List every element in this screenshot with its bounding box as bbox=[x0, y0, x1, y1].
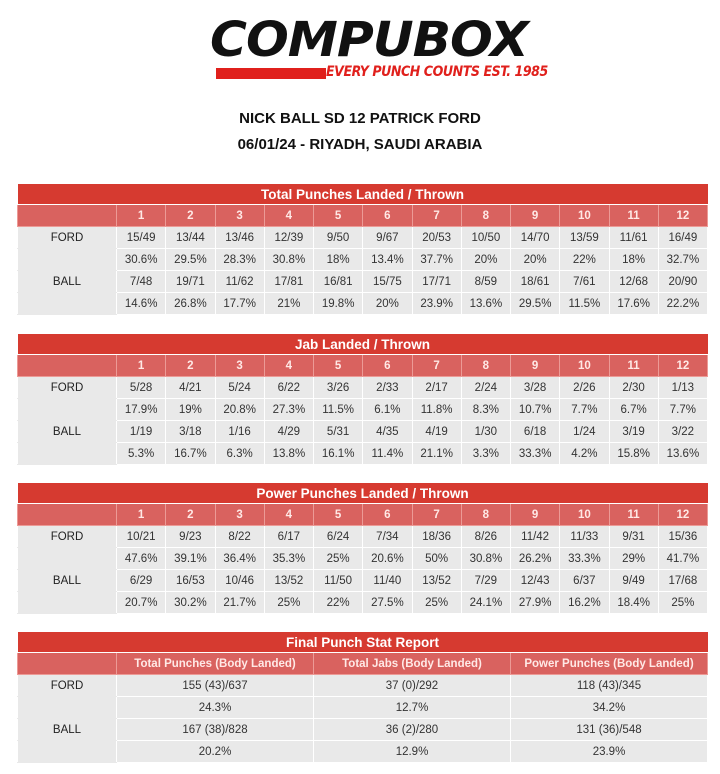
round-header: 5 bbox=[314, 205, 363, 227]
pct-cell: 7.7% bbox=[560, 399, 609, 421]
fighter-name-spacer bbox=[18, 443, 117, 465]
landed-thrown-cell: 1/19 bbox=[117, 421, 166, 443]
pct-cell: 28.3% bbox=[215, 249, 264, 271]
pct-cell: 39.1% bbox=[166, 548, 215, 570]
table-title: Power Punches Landed / Thrown bbox=[18, 483, 708, 504]
fighter-name-spacer bbox=[18, 592, 117, 614]
pct-cell: 25% bbox=[314, 548, 363, 570]
pct-cell: 24.1% bbox=[461, 592, 510, 614]
landed-thrown-cell: 2/33 bbox=[363, 377, 412, 399]
pct-cell: 11.8% bbox=[412, 399, 461, 421]
landed-thrown-cell: 9/23 bbox=[166, 526, 215, 548]
table-row bbox=[18, 227, 708, 249]
round-header: 4 bbox=[264, 205, 313, 227]
pct-cell: 20% bbox=[363, 293, 412, 315]
landed-thrown-cell: 11/40 bbox=[363, 570, 412, 592]
header-blank bbox=[18, 653, 117, 675]
pct-cell: 35.3% bbox=[264, 548, 313, 570]
landed-thrown-cell: 14/70 bbox=[511, 227, 560, 249]
round-header: 10 bbox=[560, 355, 609, 377]
pct-cell: 13.4% bbox=[363, 249, 412, 271]
landed-thrown-cell: 10/50 bbox=[461, 227, 510, 249]
round-header: 3 bbox=[215, 205, 264, 227]
pct-cell: 17.6% bbox=[609, 293, 658, 315]
pct-cell: 30.2% bbox=[166, 592, 215, 614]
table-row bbox=[18, 399, 708, 421]
pct-cell: 18.4% bbox=[609, 592, 658, 614]
landed-thrown-cell: 13/44 bbox=[166, 227, 215, 249]
landed-thrown-cell: 11/42 bbox=[511, 526, 560, 548]
landed-thrown-cell: 18/36 bbox=[412, 526, 461, 548]
pct-cell: 20% bbox=[511, 249, 560, 271]
fighter-name: FORD bbox=[18, 227, 117, 249]
landed-thrown-cell: 9/67 bbox=[363, 227, 412, 249]
round-header: 3 bbox=[215, 355, 264, 377]
fighter-name-spacer bbox=[18, 249, 117, 271]
pct-cell: 12.9% bbox=[314, 741, 511, 763]
pct-cell: 13.6% bbox=[461, 293, 510, 315]
landed-thrown-cell: 12/43 bbox=[511, 570, 560, 592]
landed-thrown-cell: 11/61 bbox=[609, 227, 658, 249]
landed-thrown-cell: 7/61 bbox=[560, 271, 609, 293]
pct-cell: 29.5% bbox=[166, 249, 215, 271]
round-header: 12 bbox=[658, 355, 707, 377]
round-header: 1 bbox=[117, 355, 166, 377]
round-header: 2 bbox=[166, 205, 215, 227]
round-header: 9 bbox=[511, 205, 560, 227]
landed-thrown-cell: 17/81 bbox=[264, 271, 313, 293]
round-header: 4 bbox=[264, 355, 313, 377]
landed-thrown-cell: 3/18 bbox=[166, 421, 215, 443]
landed-thrown-cell: 1/24 bbox=[560, 421, 609, 443]
column-header-power-punches: Power Punches (Body Landed) bbox=[511, 653, 708, 675]
logo-wordmark: COMPUBOX bbox=[210, 12, 528, 68]
table-title: Total Punches Landed / Thrown bbox=[18, 184, 708, 205]
landed-thrown-cell: 1/13 bbox=[658, 377, 707, 399]
landed-thrown-cell: 19/71 bbox=[166, 271, 215, 293]
pct-cell: 21.7% bbox=[215, 592, 264, 614]
pct-cell: 33.3% bbox=[560, 548, 609, 570]
pct-cell: 12.7% bbox=[314, 697, 511, 719]
pct-cell: 25% bbox=[264, 592, 313, 614]
landed-thrown-cell: 2/24 bbox=[461, 377, 510, 399]
pct-cell: 20.6% bbox=[363, 548, 412, 570]
pct-cell: 25% bbox=[658, 592, 707, 614]
landed-thrown-cell: 16/53 bbox=[166, 570, 215, 592]
fighter-name: FORD bbox=[18, 675, 117, 697]
jab-table bbox=[17, 334, 708, 465]
landed-thrown-cell: 15/75 bbox=[363, 271, 412, 293]
round-header: 1 bbox=[117, 504, 166, 526]
pct-cell: 13.8% bbox=[264, 443, 313, 465]
round-header: 5 bbox=[314, 504, 363, 526]
landed-thrown-cell: 6/18 bbox=[511, 421, 560, 443]
pct-cell: 25% bbox=[412, 592, 461, 614]
table-row bbox=[18, 293, 708, 315]
pct-cell: 32.7% bbox=[658, 249, 707, 271]
round-header: 12 bbox=[658, 205, 707, 227]
stat-cell: 155 (43)/637 bbox=[117, 675, 314, 697]
landed-thrown-cell: 5/28 bbox=[117, 377, 166, 399]
landed-thrown-cell: 3/22 bbox=[658, 421, 707, 443]
landed-thrown-cell: 11/62 bbox=[215, 271, 264, 293]
landed-thrown-cell: 20/53 bbox=[412, 227, 461, 249]
column-header-total-jabs: Total Jabs (Body Landed) bbox=[314, 653, 511, 675]
round-header: 4 bbox=[264, 504, 313, 526]
landed-thrown-cell: 15/49 bbox=[117, 227, 166, 249]
landed-thrown-cell: 9/49 bbox=[609, 570, 658, 592]
fighter-name: BALL bbox=[18, 570, 117, 592]
pct-cell: 20.7% bbox=[117, 592, 166, 614]
landed-thrown-cell: 11/50 bbox=[314, 570, 363, 592]
pct-cell: 21% bbox=[264, 293, 313, 315]
table-row bbox=[18, 443, 708, 465]
pct-cell: 30.8% bbox=[264, 249, 313, 271]
round-header: 6 bbox=[363, 504, 412, 526]
landed-thrown-cell: 1/30 bbox=[461, 421, 510, 443]
pct-cell: 20% bbox=[461, 249, 510, 271]
bout-title: NICK BALL SD 12 PATRICK FORD bbox=[239, 110, 481, 127]
landed-thrown-cell: 3/19 bbox=[609, 421, 658, 443]
landed-thrown-cell: 4/29 bbox=[264, 421, 313, 443]
landed-thrown-cell: 6/17 bbox=[264, 526, 313, 548]
table-row bbox=[18, 675, 708, 697]
header-blank bbox=[18, 205, 117, 227]
landed-thrown-cell: 9/31 bbox=[609, 526, 658, 548]
fighter-name: FORD bbox=[18, 377, 117, 399]
pct-cell: 17.7% bbox=[215, 293, 264, 315]
stat-cell: 118 (43)/345 bbox=[511, 675, 708, 697]
landed-thrown-cell: 13/52 bbox=[412, 570, 461, 592]
landed-thrown-cell: 9/50 bbox=[314, 227, 363, 249]
round-header: 6 bbox=[363, 355, 412, 377]
pct-cell: 11.5% bbox=[560, 293, 609, 315]
pct-cell: 16.1% bbox=[314, 443, 363, 465]
pct-cell: 26.8% bbox=[166, 293, 215, 315]
round-header: 7 bbox=[412, 355, 461, 377]
pct-cell: 41.7% bbox=[658, 548, 707, 570]
fighter-name-spacer bbox=[18, 293, 117, 315]
landed-thrown-cell: 4/35 bbox=[363, 421, 412, 443]
landed-thrown-cell: 17/68 bbox=[658, 570, 707, 592]
bout-date-location: 06/01/24 - RIYADH, SAUDI ARABIA bbox=[237, 136, 483, 153]
pct-cell: 29% bbox=[609, 548, 658, 570]
pct-cell: 26.2% bbox=[511, 548, 560, 570]
landed-thrown-cell: 7/48 bbox=[117, 271, 166, 293]
pct-cell: 11.5% bbox=[314, 399, 363, 421]
landed-thrown-cell: 7/34 bbox=[363, 526, 412, 548]
stat-cell: 131 (36)/548 bbox=[511, 719, 708, 741]
column-header-total-punches: Total Punches (Body Landed) bbox=[117, 653, 314, 675]
pct-cell: 22.2% bbox=[658, 293, 707, 315]
table-row bbox=[18, 249, 708, 271]
landed-thrown-cell: 6/29 bbox=[117, 570, 166, 592]
round-header: 7 bbox=[412, 205, 461, 227]
pct-cell: 50% bbox=[412, 548, 461, 570]
pct-cell: 27.9% bbox=[511, 592, 560, 614]
landed-thrown-cell: 2/30 bbox=[609, 377, 658, 399]
pct-cell: 8.3% bbox=[461, 399, 510, 421]
round-header: 7 bbox=[412, 504, 461, 526]
pct-cell: 21.1% bbox=[412, 443, 461, 465]
pct-cell: 23.9% bbox=[511, 741, 708, 763]
round-header: 10 bbox=[560, 205, 609, 227]
round-header: 10 bbox=[560, 504, 609, 526]
landed-thrown-cell: 8/22 bbox=[215, 526, 264, 548]
pct-cell: 30.8% bbox=[461, 548, 510, 570]
pct-cell: 6.1% bbox=[363, 399, 412, 421]
round-header: 3 bbox=[215, 504, 264, 526]
round-header: 2 bbox=[166, 504, 215, 526]
table-row bbox=[18, 741, 708, 763]
round-header: 6 bbox=[363, 205, 412, 227]
pct-cell: 37.7% bbox=[412, 249, 461, 271]
total-punches-table bbox=[17, 184, 708, 315]
pct-cell: 22% bbox=[314, 592, 363, 614]
pct-cell: 4.2% bbox=[560, 443, 609, 465]
pct-cell: 10.7% bbox=[511, 399, 560, 421]
pct-cell: 33.3% bbox=[511, 443, 560, 465]
table-row bbox=[18, 697, 708, 719]
landed-thrown-cell: 2/26 bbox=[560, 377, 609, 399]
table-row bbox=[18, 719, 708, 741]
landed-thrown-cell: 5/24 bbox=[215, 377, 264, 399]
landed-thrown-cell: 3/26 bbox=[314, 377, 363, 399]
landed-thrown-cell: 13/46 bbox=[215, 227, 264, 249]
landed-thrown-cell: 1/16 bbox=[215, 421, 264, 443]
pct-cell: 11.4% bbox=[363, 443, 412, 465]
landed-thrown-cell: 6/37 bbox=[560, 570, 609, 592]
pct-cell: 36.4% bbox=[215, 548, 264, 570]
fighter-name-spacer bbox=[18, 741, 117, 763]
landed-thrown-cell: 20/90 bbox=[658, 271, 707, 293]
pct-cell: 20.8% bbox=[215, 399, 264, 421]
pct-cell: 30.6% bbox=[117, 249, 166, 271]
pct-cell: 20.2% bbox=[117, 741, 314, 763]
landed-thrown-cell: 5/31 bbox=[314, 421, 363, 443]
landed-thrown-cell: 8/59 bbox=[461, 271, 510, 293]
fighter-name-spacer bbox=[18, 548, 117, 570]
landed-thrown-cell: 6/22 bbox=[264, 377, 313, 399]
pct-cell: 24.3% bbox=[117, 697, 314, 719]
pct-cell: 23.9% bbox=[412, 293, 461, 315]
landed-thrown-cell: 3/28 bbox=[511, 377, 560, 399]
landed-thrown-cell: 15/36 bbox=[658, 526, 707, 548]
pct-cell: 18% bbox=[314, 249, 363, 271]
table-row bbox=[18, 421, 708, 443]
landed-thrown-cell: 16/81 bbox=[314, 271, 363, 293]
pct-cell: 34.2% bbox=[511, 697, 708, 719]
pct-cell: 19.8% bbox=[314, 293, 363, 315]
table-row bbox=[18, 271, 708, 293]
pct-cell: 13.6% bbox=[658, 443, 707, 465]
pct-cell: 6.7% bbox=[609, 399, 658, 421]
stat-cell: 37 (0)/292 bbox=[314, 675, 511, 697]
round-header: 11 bbox=[609, 504, 658, 526]
round-header: 9 bbox=[511, 355, 560, 377]
fighter-name: BALL bbox=[18, 421, 117, 443]
pct-cell: 27.3% bbox=[264, 399, 313, 421]
round-header: 5 bbox=[314, 355, 363, 377]
fighter-name-spacer bbox=[18, 399, 117, 421]
round-header: 8 bbox=[461, 355, 510, 377]
pct-cell: 16.7% bbox=[166, 443, 215, 465]
pct-cell: 5.3% bbox=[117, 443, 166, 465]
pct-cell: 3.3% bbox=[461, 443, 510, 465]
landed-thrown-cell: 6/24 bbox=[314, 526, 363, 548]
landed-thrown-cell: 4/19 bbox=[412, 421, 461, 443]
pct-cell: 16.2% bbox=[560, 592, 609, 614]
round-header: 12 bbox=[658, 504, 707, 526]
stat-cell: 36 (2)/280 bbox=[314, 719, 511, 741]
landed-thrown-cell: 7/29 bbox=[461, 570, 510, 592]
round-header: 1 bbox=[117, 205, 166, 227]
round-header: 2 bbox=[166, 355, 215, 377]
landed-thrown-cell: 11/33 bbox=[560, 526, 609, 548]
table-title: Final Punch Stat Report bbox=[18, 632, 708, 653]
table-title: Jab Landed / Thrown bbox=[18, 334, 708, 355]
landed-thrown-cell: 8/26 bbox=[461, 526, 510, 548]
pct-cell: 17.9% bbox=[117, 399, 166, 421]
table-row bbox=[18, 570, 708, 592]
pct-cell: 27.5% bbox=[363, 592, 412, 614]
power-punches-table bbox=[17, 483, 708, 614]
header-blank bbox=[18, 355, 117, 377]
pct-cell: 29.5% bbox=[511, 293, 560, 315]
pct-cell: 18% bbox=[609, 249, 658, 271]
stat-cell: 167 (38)/828 bbox=[117, 719, 314, 741]
table-row bbox=[18, 592, 708, 614]
pct-cell: 22% bbox=[560, 249, 609, 271]
pct-cell: 6.3% bbox=[215, 443, 264, 465]
round-header: 11 bbox=[609, 205, 658, 227]
round-header: 8 bbox=[461, 504, 510, 526]
fighter-name: BALL bbox=[18, 271, 117, 293]
compubox-logo bbox=[210, 12, 548, 84]
fighter-name-spacer bbox=[18, 697, 117, 719]
header-blank bbox=[18, 504, 117, 526]
landed-thrown-cell: 13/52 bbox=[264, 570, 313, 592]
landed-thrown-cell: 2/17 bbox=[412, 377, 461, 399]
pct-cell: 19% bbox=[166, 399, 215, 421]
table-row bbox=[18, 548, 708, 570]
landed-thrown-cell: 12/39 bbox=[264, 227, 313, 249]
logo-tagline: EVERY PUNCH COUNTS EST. 1985 bbox=[326, 64, 548, 80]
pct-cell: 15.8% bbox=[609, 443, 658, 465]
round-header: 8 bbox=[461, 205, 510, 227]
round-header: 11 bbox=[609, 355, 658, 377]
landed-thrown-cell: 18/61 bbox=[511, 271, 560, 293]
landed-thrown-cell: 13/59 bbox=[560, 227, 609, 249]
logo-red-stripe bbox=[216, 68, 326, 79]
landed-thrown-cell: 4/21 bbox=[166, 377, 215, 399]
fighter-name: BALL bbox=[18, 719, 117, 741]
landed-thrown-cell: 10/21 bbox=[117, 526, 166, 548]
pct-cell: 14.6% bbox=[117, 293, 166, 315]
landed-thrown-cell: 10/46 bbox=[215, 570, 264, 592]
table-row bbox=[18, 526, 708, 548]
final-punch-stat-table bbox=[17, 632, 708, 763]
landed-thrown-cell: 12/68 bbox=[609, 271, 658, 293]
round-header: 9 bbox=[511, 504, 560, 526]
pct-cell: 7.7% bbox=[658, 399, 707, 421]
fighter-name: FORD bbox=[18, 526, 117, 548]
landed-thrown-cell: 17/71 bbox=[412, 271, 461, 293]
landed-thrown-cell: 16/49 bbox=[658, 227, 707, 249]
table-row bbox=[18, 377, 708, 399]
pct-cell: 47.6% bbox=[117, 548, 166, 570]
